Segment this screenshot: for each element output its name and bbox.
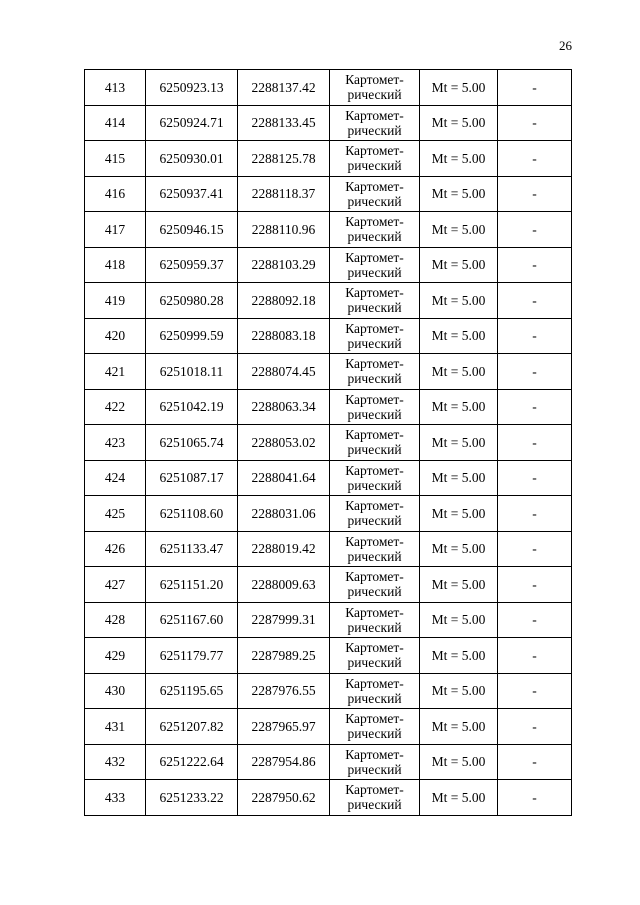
point-id-cell: 425 [85, 496, 146, 532]
method-line-2: рический [347, 797, 402, 813]
x-coordinate-cell: 6251222.64 [146, 744, 238, 780]
method-line-1: Картомет- [345, 320, 404, 336]
y-coordinate-cell: 2288063.34 [238, 389, 330, 425]
note-cell: - [498, 780, 572, 816]
x-coordinate-cell: 6250946.15 [146, 212, 238, 248]
method-line-2: рический [347, 371, 402, 387]
point-id-cell: 416 [85, 176, 146, 212]
accuracy-cell: Mt = 5.00 [420, 638, 498, 674]
table-row [85, 602, 572, 638]
accuracy-cell: Mt = 5.00 [420, 673, 498, 709]
method-cell [330, 709, 420, 745]
method-cell [330, 141, 420, 177]
x-coordinate-cell: 6250923.13 [146, 70, 238, 106]
method-cell [330, 318, 420, 354]
method-cell [330, 673, 420, 709]
table-row [85, 283, 572, 319]
method-line-1: Картомет- [345, 569, 404, 585]
table-row [85, 247, 572, 283]
y-coordinate-cell: 2288009.63 [238, 567, 330, 603]
method-line-2: рический [347, 513, 402, 529]
note-cell: - [498, 318, 572, 354]
x-coordinate-cell: 6250930.01 [146, 141, 238, 177]
x-coordinate-cell: 6251195.65 [146, 673, 238, 709]
point-id-cell: 413 [85, 70, 146, 106]
note-cell: - [498, 673, 572, 709]
y-coordinate-cell: 2288110.96 [238, 212, 330, 248]
x-coordinate-cell: 6251133.47 [146, 531, 238, 567]
method-line-2: рический [347, 619, 402, 635]
y-coordinate-cell: 2287989.25 [238, 638, 330, 674]
x-coordinate-cell: 6250980.28 [146, 283, 238, 319]
note-cell: - [498, 744, 572, 780]
accuracy-cell: Mt = 5.00 [420, 354, 498, 390]
x-coordinate-cell: 6251042.19 [146, 389, 238, 425]
table-row [85, 709, 572, 745]
method-cell [330, 247, 420, 283]
method-cell [330, 283, 420, 319]
x-coordinate-cell: 6251108.60 [146, 496, 238, 532]
accuracy-cell: Mt = 5.00 [420, 141, 498, 177]
x-coordinate-cell: 6251065.74 [146, 425, 238, 461]
method-cell [330, 531, 420, 567]
note-cell: - [498, 602, 572, 638]
point-id-cell: 432 [85, 744, 146, 780]
accuracy-cell: Mt = 5.00 [420, 780, 498, 816]
method-line-2: рический [347, 442, 402, 458]
note-cell: - [498, 460, 572, 496]
table-row [85, 141, 572, 177]
method-cell [330, 602, 420, 638]
note-cell: - [498, 425, 572, 461]
y-coordinate-cell: 2288074.45 [238, 354, 330, 390]
method-line-2: рический [347, 584, 402, 600]
y-coordinate-cell: 2288031.06 [238, 496, 330, 532]
accuracy-cell: Mt = 5.00 [420, 247, 498, 283]
method-line-2: рический [347, 264, 402, 280]
x-coordinate-cell: 6251087.17 [146, 460, 238, 496]
point-id-cell: 433 [85, 780, 146, 816]
method-cell [330, 496, 420, 532]
method-cell [330, 780, 420, 816]
accuracy-cell: Mt = 5.00 [420, 460, 498, 496]
point-id-cell: 415 [85, 141, 146, 177]
method-cell [330, 105, 420, 141]
note-cell: - [498, 389, 572, 425]
table-row [85, 176, 572, 212]
table-row [85, 460, 572, 496]
table-row [85, 105, 572, 141]
method-line-2: рический [347, 477, 402, 493]
method-cell [330, 389, 420, 425]
method-cell [330, 638, 420, 674]
method-line-2: рический [347, 87, 402, 103]
table-row [85, 318, 572, 354]
table-body [85, 70, 572, 816]
note-cell: - [498, 247, 572, 283]
note-cell: - [498, 567, 572, 603]
table-row [85, 389, 572, 425]
method-line-1: Картомет- [345, 178, 404, 194]
method-line-1: Картомет- [345, 356, 404, 372]
y-coordinate-cell: 2288053.02 [238, 425, 330, 461]
method-line-1: Картомет- [345, 604, 404, 620]
method-line-1: Картомет- [345, 711, 404, 727]
table-row [85, 70, 572, 106]
point-id-cell: 428 [85, 602, 146, 638]
note-cell: - [498, 176, 572, 212]
method-line-2: рический [347, 335, 402, 351]
method-line-1: Картомет- [345, 143, 404, 159]
page-number: 26 [559, 38, 572, 53]
table-row [85, 496, 572, 532]
accuracy-cell: Mt = 5.00 [420, 389, 498, 425]
table-row [85, 744, 572, 780]
method-line-1: Картомет- [345, 214, 404, 230]
point-id-cell: 430 [85, 673, 146, 709]
method-line-2: рический [347, 300, 402, 316]
table-row [85, 531, 572, 567]
method-line-1: Картомет- [345, 107, 404, 123]
table-row [85, 354, 572, 390]
point-id-cell: 414 [85, 105, 146, 141]
accuracy-cell: Mt = 5.00 [420, 105, 498, 141]
note-cell: - [498, 531, 572, 567]
note-cell: - [498, 496, 572, 532]
x-coordinate-cell: 6250959.37 [146, 247, 238, 283]
y-coordinate-cell: 2288133.45 [238, 105, 330, 141]
point-id-cell: 426 [85, 531, 146, 567]
x-coordinate-cell: 6250924.71 [146, 105, 238, 141]
point-id-cell: 420 [85, 318, 146, 354]
x-coordinate-cell: 6251018.11 [146, 354, 238, 390]
note-cell: - [498, 354, 572, 390]
note-cell: - [498, 283, 572, 319]
y-coordinate-cell: 2288125.78 [238, 141, 330, 177]
method-line-1: Картомет- [345, 391, 404, 407]
table-row [85, 638, 572, 674]
point-id-cell: 421 [85, 354, 146, 390]
method-line-2: рический [347, 548, 402, 564]
accuracy-cell: Mt = 5.00 [420, 744, 498, 780]
table-row [85, 425, 572, 461]
method-line-2: рический [347, 122, 402, 138]
accuracy-cell: Mt = 5.00 [420, 496, 498, 532]
method-line-1: Картомет- [345, 427, 404, 443]
note-cell: - [498, 709, 572, 745]
method-line-2: рический [347, 726, 402, 742]
point-id-cell: 423 [85, 425, 146, 461]
accuracy-cell: Mt = 5.00 [420, 176, 498, 212]
method-line-2: рический [347, 690, 402, 706]
x-coordinate-cell: 6251233.22 [146, 780, 238, 816]
x-coordinate-cell: 6251179.77 [146, 638, 238, 674]
note-cell: - [498, 141, 572, 177]
y-coordinate-cell: 2288103.29 [238, 247, 330, 283]
method-cell [330, 176, 420, 212]
table-row [85, 780, 572, 816]
y-coordinate-cell: 2288092.18 [238, 283, 330, 319]
method-line-1: Картомет- [345, 285, 404, 301]
method-line-1: Картомет- [345, 249, 404, 265]
y-coordinate-cell: 2288137.42 [238, 70, 330, 106]
coordinates-table [84, 69, 572, 816]
x-coordinate-cell: 6251167.60 [146, 602, 238, 638]
point-id-cell: 418 [85, 247, 146, 283]
y-coordinate-cell: 2288083.18 [238, 318, 330, 354]
method-line-1: Картомет- [345, 746, 404, 762]
x-coordinate-cell: 6251207.82 [146, 709, 238, 745]
accuracy-cell: Mt = 5.00 [420, 318, 498, 354]
accuracy-cell: Mt = 5.00 [420, 709, 498, 745]
accuracy-cell: Mt = 5.00 [420, 425, 498, 461]
accuracy-cell: Mt = 5.00 [420, 531, 498, 567]
point-id-cell: 429 [85, 638, 146, 674]
note-cell: - [498, 70, 572, 106]
point-id-cell: 419 [85, 283, 146, 319]
y-coordinate-cell: 2287950.62 [238, 780, 330, 816]
y-coordinate-cell: 2287999.31 [238, 602, 330, 638]
accuracy-cell: Mt = 5.00 [420, 212, 498, 248]
x-coordinate-cell: 6251151.20 [146, 567, 238, 603]
method-line-1: Картомет- [345, 498, 404, 514]
method-cell [330, 70, 420, 106]
table-row [85, 673, 572, 709]
method-line-1: Картомет- [345, 782, 404, 798]
accuracy-cell: Mt = 5.00 [420, 283, 498, 319]
method-cell [330, 212, 420, 248]
method-line-1: Картомет- [345, 675, 404, 691]
x-coordinate-cell: 6250999.59 [146, 318, 238, 354]
method-line-2: рический [347, 193, 402, 209]
method-line-1: Картомет- [345, 533, 404, 549]
y-coordinate-cell: 2287976.55 [238, 673, 330, 709]
point-id-cell: 422 [85, 389, 146, 425]
method-cell [330, 354, 420, 390]
method-line-2: рический [347, 406, 402, 422]
method-line-1: Картомет- [345, 462, 404, 478]
point-id-cell: 427 [85, 567, 146, 603]
method-line-1: Картомет- [345, 640, 404, 656]
table-row [85, 212, 572, 248]
y-coordinate-cell: 2288019.42 [238, 531, 330, 567]
y-coordinate-cell: 2287965.97 [238, 709, 330, 745]
method-line-2: рический [347, 761, 402, 777]
y-coordinate-cell: 2288041.64 [238, 460, 330, 496]
note-cell: - [498, 105, 572, 141]
note-cell: - [498, 212, 572, 248]
method-line-2: рический [347, 229, 402, 245]
table-row [85, 567, 572, 603]
method-cell [330, 744, 420, 780]
point-id-cell: 417 [85, 212, 146, 248]
method-line-2: рический [347, 158, 402, 174]
method-line-2: рический [347, 655, 402, 671]
y-coordinate-cell: 2287954.86 [238, 744, 330, 780]
y-coordinate-cell: 2288118.37 [238, 176, 330, 212]
method-cell [330, 425, 420, 461]
accuracy-cell: Mt = 5.00 [420, 567, 498, 603]
note-cell: - [498, 638, 572, 674]
x-coordinate-cell: 6250937.41 [146, 176, 238, 212]
method-line-1: Картомет- [345, 72, 404, 88]
point-id-cell: 424 [85, 460, 146, 496]
method-cell [330, 567, 420, 603]
accuracy-cell: Mt = 5.00 [420, 70, 498, 106]
point-id-cell: 431 [85, 709, 146, 745]
method-cell [330, 460, 420, 496]
accuracy-cell: Mt = 5.00 [420, 602, 498, 638]
